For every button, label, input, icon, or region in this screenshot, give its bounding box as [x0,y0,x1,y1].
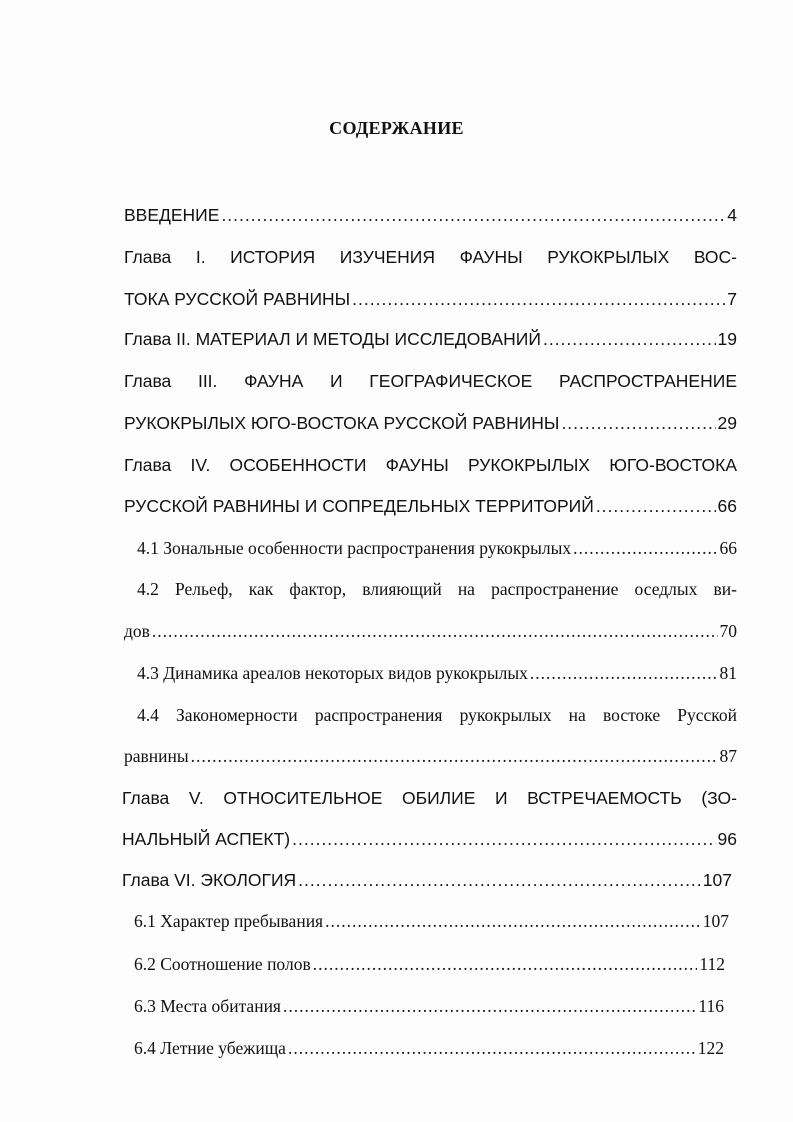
toc-entry-ch2 [124,327,737,351]
toc-page-number: 19 [717,329,737,349]
toc-entry-text: 4.1 Зональные особенности распространения рукокрылых [137,538,572,558]
toc-entry-4-4 [124,744,737,768]
leader-dots [221,203,725,227]
toc-page-number: 4 [727,205,737,225]
toc-entry-intro [124,203,737,227]
toc-entry-text: 6.2 Соотношение полов [134,954,311,974]
leader-dots [283,994,696,1018]
toc-entry-ch4 [124,494,737,518]
toc-entry-text: 6.1 Характер пребывания [134,911,324,931]
toc-entry-text: равнины [124,746,189,766]
toc-entry-text: Глава VI. ЭКОЛОГИЯ [122,870,297,890]
toc-page-number: 70 [719,621,737,641]
toc-entry-4-1 [137,536,737,560]
toc-entry-ch4-line1: Глава IV. ОСОБЕННОСТИ ФАУНЫ РУКОКРЫЛЫХ ЮГО-ВОСТОКА [124,455,737,475]
toc-entry-text: НАЛЬНЫЙ АСПЕКТ) [122,829,291,849]
toc-entry-ch1-line1: Глава I. ИСТОРИЯ ИЗУЧЕНИЯ ФАУНЫ РУКОКРЫЛЫХ ВОС- [124,247,737,267]
toc-page-number: 112 [699,954,725,974]
toc-entry-text: Глава II. МАТЕРИАЛ И МЕТОДЫ ИССЛЕДОВАНИЙ [124,329,541,349]
leader-dots [292,827,715,851]
leader-dots [561,411,715,435]
toc-entry-ch5-line1: Глава V. ОТНОСИТЕЛЬНОЕ ОБИЛИЕ И ВСТРЕЧАЕМОСТЬ (ЗО- [122,788,737,808]
leader-dots [152,619,718,643]
toc-entry-ch6 [122,868,732,892]
toc-page-number: 107 [702,870,732,890]
leader-dots [596,494,716,518]
toc-page-number: 107 [702,911,729,931]
leader-dots [573,536,717,560]
leader-dots [325,909,701,933]
toc-page-number: 87 [719,746,737,766]
toc-entry-ch5 [122,827,737,851]
toc-page-number: 81 [719,663,737,683]
toc-entry-4-4-line1: 4.4 Закономерности распространения рукокрылых на востоке Русской [137,705,737,725]
leader-dots [288,1036,696,1060]
toc-page-number: 29 [717,413,737,433]
toc-entry-text: дов [124,621,150,641]
toc-page-number: 66 [719,538,737,558]
leader-dots [191,744,718,768]
toc-entry-text: ТОКА РУССКОЙ РАВНИНЫ [124,289,351,309]
toc-page-number: 122 [697,1038,724,1058]
toc-entry-text: 6.3 Места обитания [134,996,281,1016]
toc-entry-text: ВВЕДЕНИЕ [124,205,220,225]
leader-dots [543,327,716,351]
toc-entry-text: 6.4 Летние убежища [134,1038,286,1058]
toc-entry-4-2-line1: 4.2 Рельеф, как фактор, влияющий на распространение оседлых ви- [137,579,737,599]
toc-entry-ch3 [124,411,737,435]
toc-page-number: 116 [698,996,724,1016]
toc-entry-text: 4.3 Динамика ареалов некоторых видов рукокрылых [137,663,528,683]
leader-dots [298,868,701,892]
toc-entry-6-1 [134,909,729,933]
toc-entry-6-3 [134,994,724,1018]
page-title: СОДЕРЖАНИЕ [329,118,464,138]
toc-entry-text: РУКОКРЫЛЫХ ЮГО-ВОСТОКА РУССКОЙ РАВНИНЫ [124,413,560,433]
toc-entry-4-2 [124,619,737,643]
toc-entry-text: РУССКОЙ РАВНИНЫ И СОПРЕДЕЛЬНЫХ ТЕРРИТОРИЙ [124,496,594,516]
toc-entry-6-4 [134,1036,724,1060]
toc-page-number: 96 [717,829,737,849]
toc-entry-6-2 [134,952,725,976]
toc-page-number: 66 [717,496,737,516]
toc-entry-ch3-line1: Глава III. ФАУНА И ГЕОГРАФИЧЕСКОЕ РАСПРОСТРАНЕНИЕ [124,371,737,391]
leader-dots [352,287,725,311]
leader-dots [313,952,698,976]
toc-page-number: 7 [727,289,737,309]
toc-entry-4-3 [137,661,737,685]
leader-dots [530,661,718,685]
toc-entry-ch1 [124,287,737,311]
